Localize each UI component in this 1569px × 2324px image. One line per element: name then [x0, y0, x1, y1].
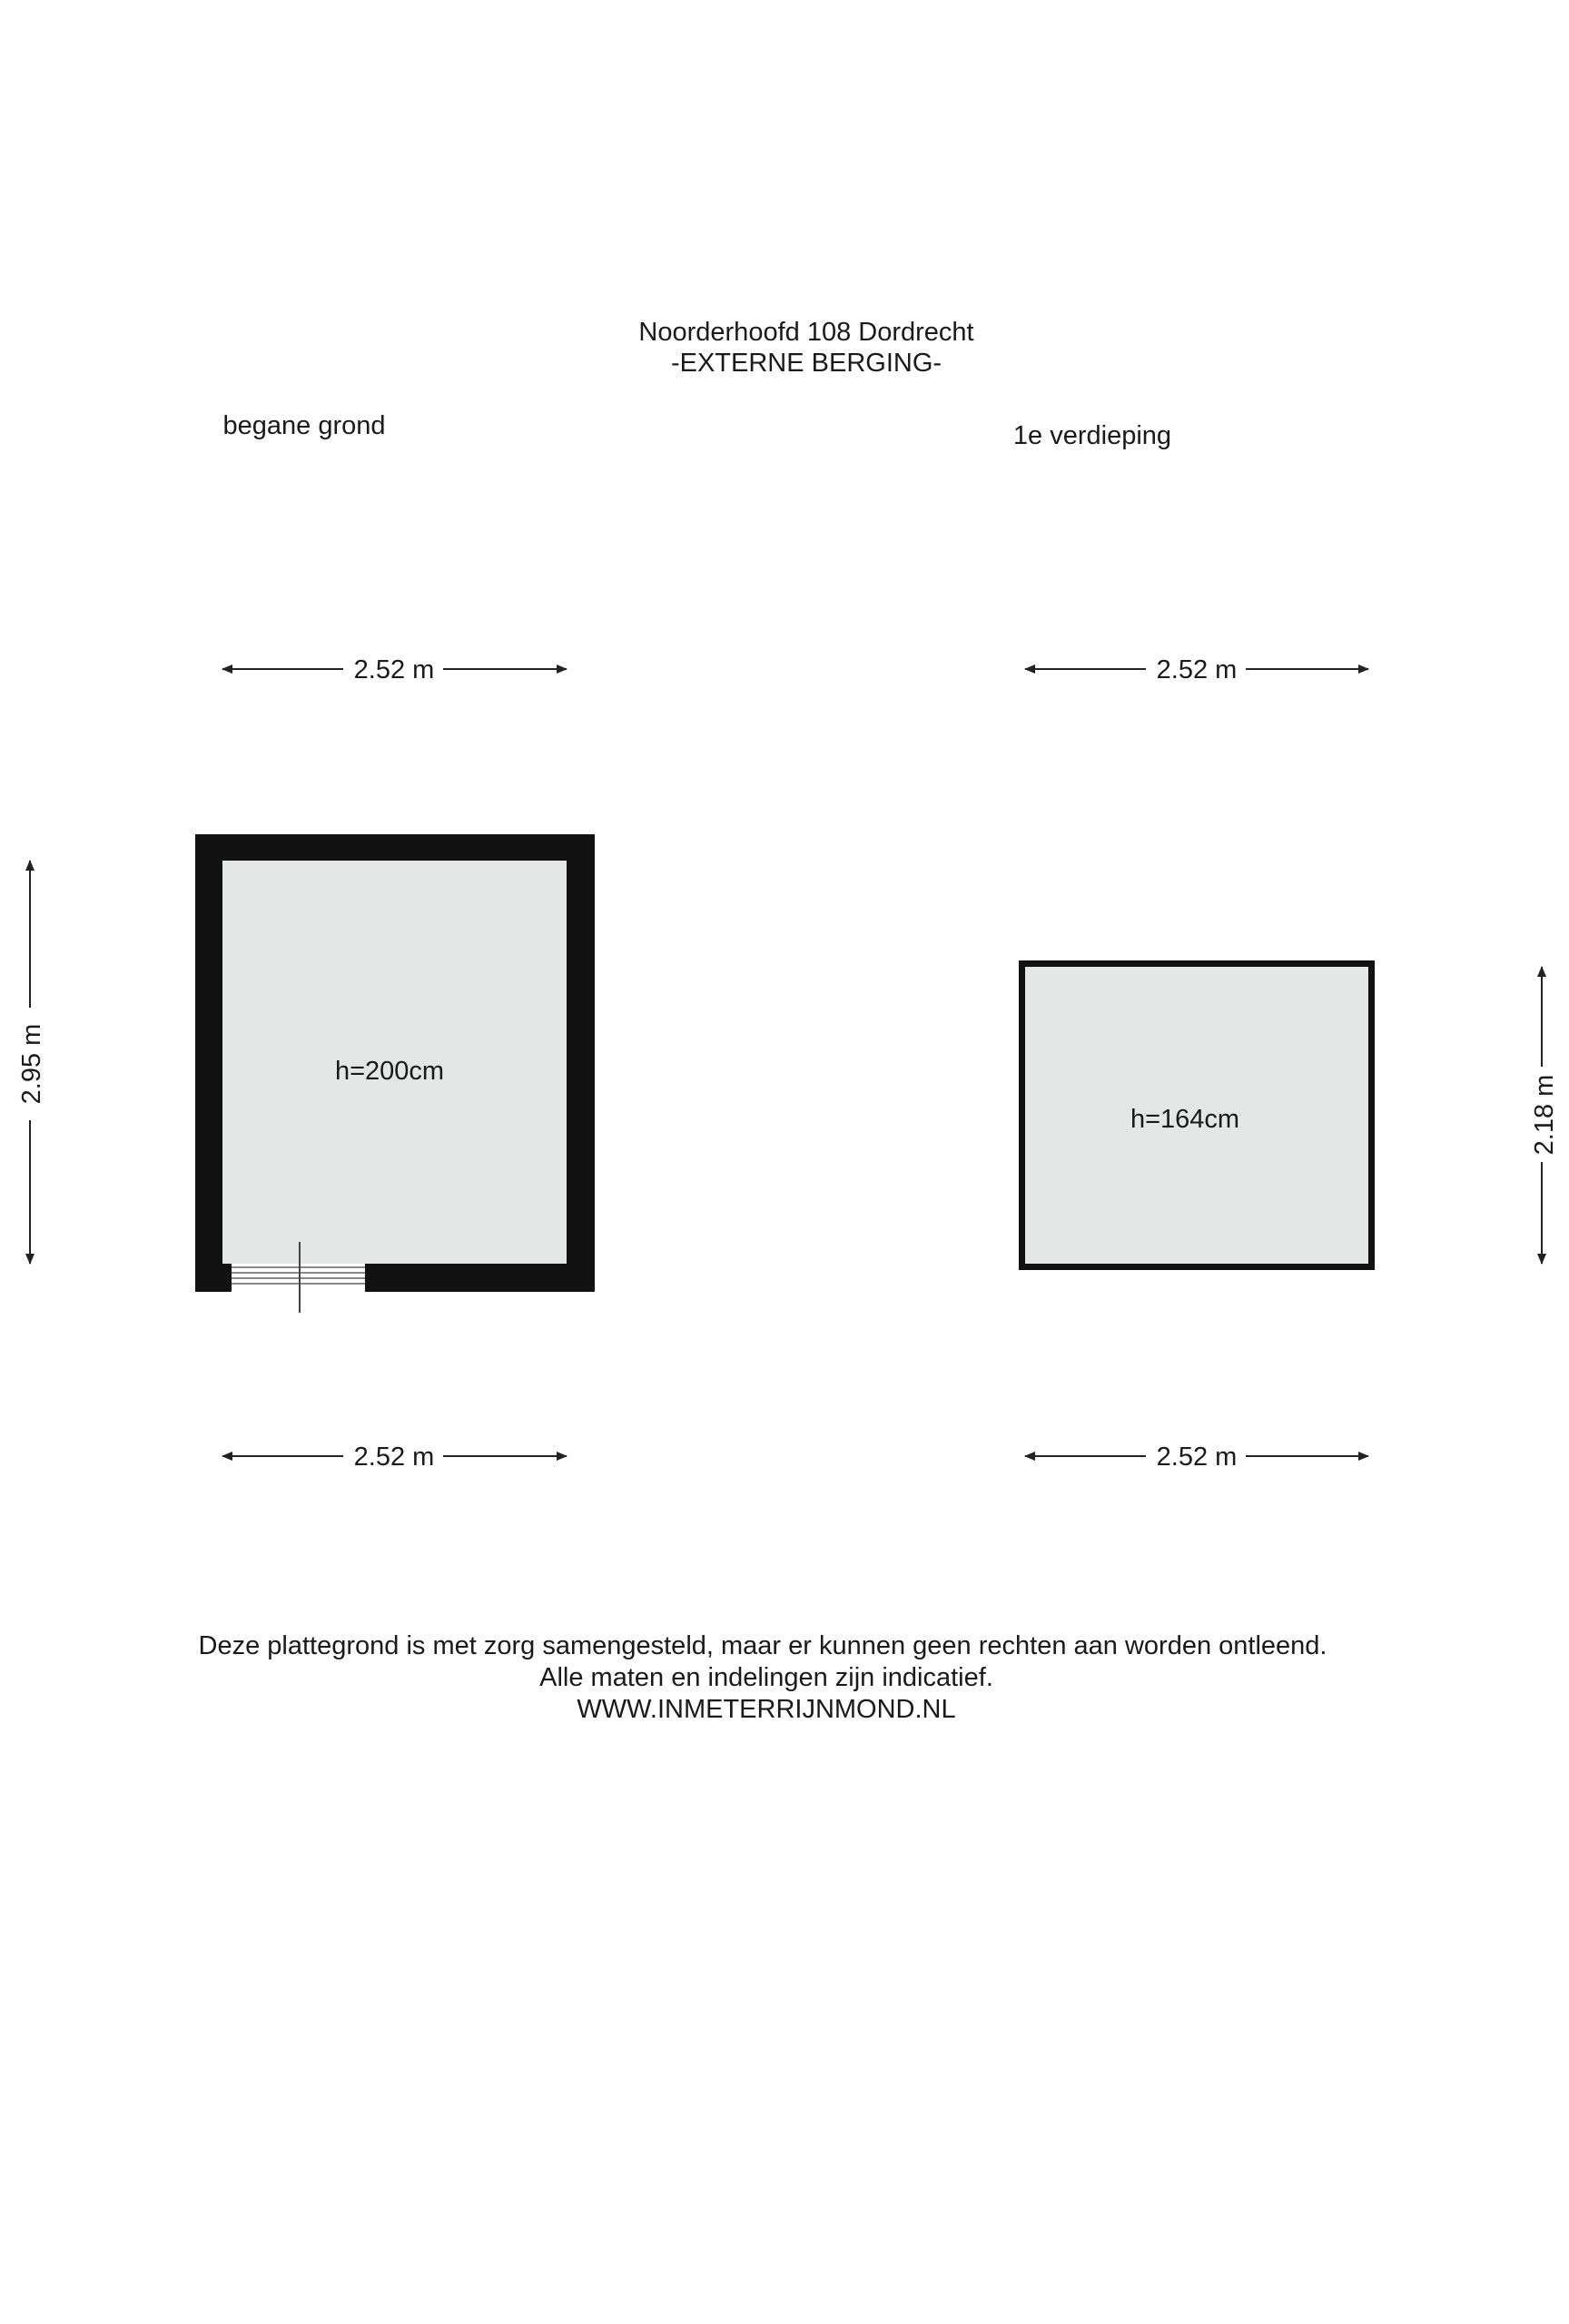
- first-floor-width-bottom-dimension: [1025, 1443, 1368, 1472]
- ground-floor-depth-dimension: [17, 861, 46, 1264]
- first-floor-width-top-label: 2.52 m: [1156, 655, 1238, 684]
- floor-label-ground: begane grond: [222, 411, 386, 440]
- ground-floor-width-top-label: 2.52 m: [353, 655, 435, 684]
- website-link[interactable]: WWW.INMETERRIJNMOND.NL: [577, 1695, 956, 1724]
- ground-floor-width-bottom-label: 2.52 m: [353, 1443, 435, 1472]
- first-floor-width-top-dimension: [1025, 655, 1368, 684]
- first-floor-plan: [1019, 655, 1559, 1472]
- ground-floor-width-bottom-dimension: [222, 1443, 567, 1472]
- first-floor-depth-dimension: [1530, 967, 1559, 1264]
- ground-floor-plan: [17, 655, 595, 1472]
- disclaimer-line-2: Alle maten en indelingen zijn indicatief.: [539, 1663, 993, 1692]
- floor-label-first: 1e verdieping: [1012, 421, 1172, 450]
- first-floor-depth-label: 2.18 m: [1530, 1074, 1559, 1156]
- ground-floor-width-top-dimension: [222, 655, 567, 684]
- plan-address-title: Noorderhoofd 108 Dordrecht: [638, 318, 974, 347]
- ground-floor-depth-label: 2.95 m: [17, 1023, 46, 1105]
- plan-subtitle: -EXTERNE BERGING-: [670, 349, 942, 378]
- disclaimer-line-1: Deze plattegrond is met zorg samengesteld, maar er kunnen geen rechten aan worden ontleend.: [198, 1631, 1327, 1660]
- first-floor-width-bottom-label: 2.52 m: [1156, 1443, 1238, 1472]
- first-floor-height-label: h=164cm: [1130, 1105, 1240, 1134]
- ground-floor-height-label: h=200cm: [334, 1057, 445, 1086]
